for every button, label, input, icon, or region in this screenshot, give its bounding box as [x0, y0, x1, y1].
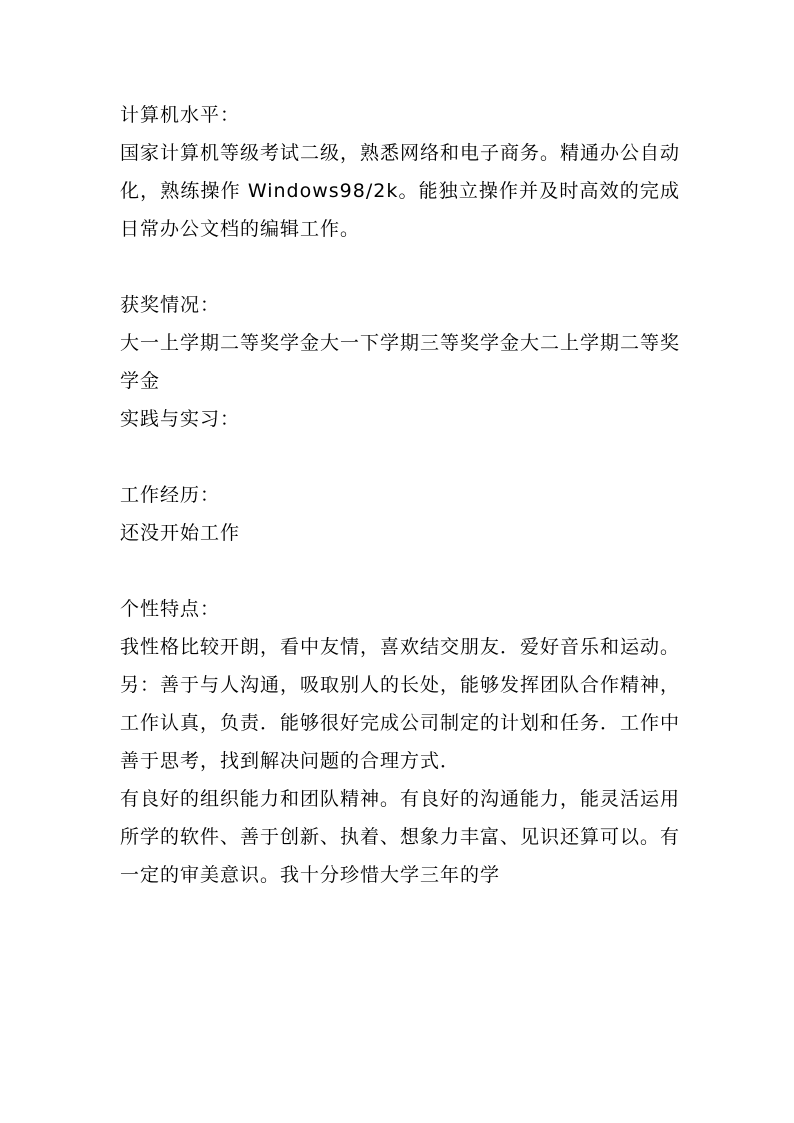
paragraph: 另：善于与人沟通，吸取别人的长处，能够发挥团队合作精神，工作认真，负责．能够很好完成公司制定的计划和任务．工作中善于思考，找到解决问题的合理方式． [120, 674, 681, 772]
document-body [120, 96, 680, 894]
section-awards [120, 286, 680, 400]
paragraph: 有良好的组织能力和团队精神。有良好的沟通能力，能灵活运用所学的软件、善于创新、执着、想象力丰富、见识还算可以。有一定的审美意识。我十分珍惜大学三年的学 [120, 788, 681, 886]
section-work-experience [120, 476, 680, 552]
paragraph: 还没开始工作 [120, 522, 241, 544]
section-heading: 个性特点： [120, 598, 221, 620]
section-personality [120, 590, 680, 894]
section-computer-skills [120, 96, 680, 248]
section-heading: 计算机水平： [120, 104, 241, 126]
paragraph: 大一上学期二等奖学金大一下学期三等奖学金大二上学期二等奖学金 [120, 332, 681, 392]
section-heading: 实践与实习： [120, 408, 241, 430]
section-practice [120, 400, 680, 438]
section-heading: 获奖情况： [120, 294, 221, 316]
blank-line [120, 438, 680, 476]
section-heading: 工作经历： [120, 484, 221, 506]
paragraph: 国家计算机等级考试二级，熟悉网络和电子商务。精通办公自动化，熟练操作 Windows98/2k。能独立操作并及时高效的完成日常办公文档的编辑工作。 [120, 142, 681, 240]
blank-line [120, 552, 680, 590]
blank-line [120, 248, 680, 286]
paragraph: 我性格比较开朗，看中友情，喜欢结交朋友．爱好音乐和运动。 [120, 636, 681, 658]
